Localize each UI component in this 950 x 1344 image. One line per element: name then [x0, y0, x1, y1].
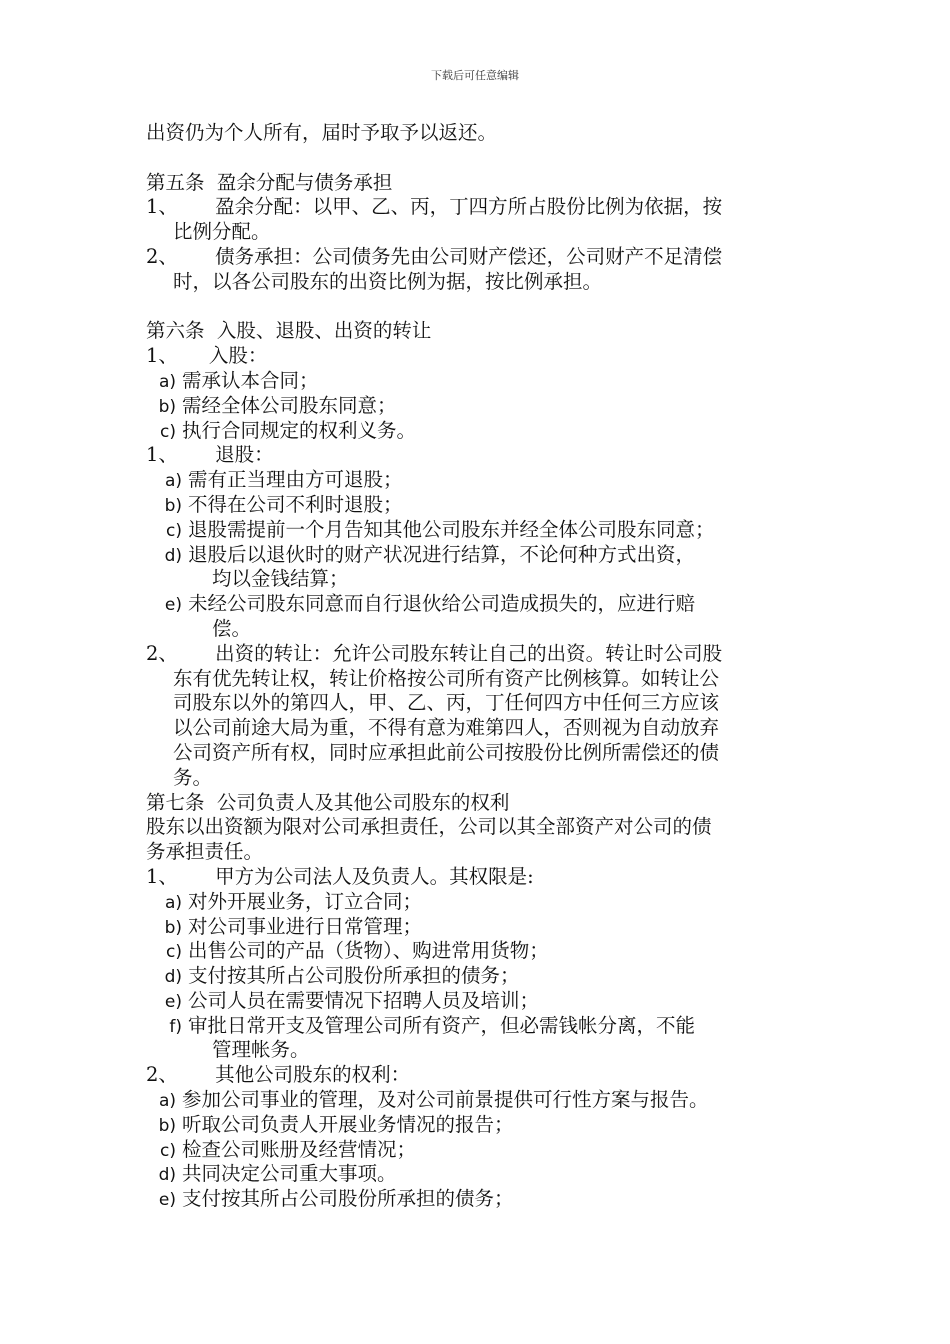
list-item-text: 退股需提前一个月告知其他公司股东并经全体公司股东同意；	[188, 517, 715, 541]
text-line: 公司资产所有权，同时应承担此前公司按股份比例所需偿还的债	[173, 740, 720, 764]
list-marker: d)	[164, 545, 182, 566]
list-item-text: 不得在公司不利时退股；	[188, 492, 403, 516]
list-marker: d)	[158, 1165, 176, 1186]
list-item	[146, 394, 814, 419]
list-item	[146, 1138, 814, 1163]
list-marker: c)	[166, 942, 182, 963]
list-item-text: 需经全体公司股东同意；	[182, 393, 397, 417]
text-line: 偿。	[212, 616, 252, 640]
page-header: 下载后可任意编辑	[431, 69, 519, 82]
text-line: 股东以出资额为限对公司承担责任，公司以其全部资产对公司的债	[146, 815, 712, 839]
text-line: 2、 出资的转让：允许公司股东转让自己的出资。转让时公司股	[146, 641, 723, 665]
list-item	[146, 543, 814, 568]
blank-line	[146, 146, 814, 171]
list-item-text: 对公司事业进行日常管理；	[188, 914, 423, 938]
list-item	[146, 518, 814, 543]
text-line: 1、 盈余分配：以甲、乙、丙，丁四方所占股份比例为依据，按	[146, 195, 723, 219]
text-line: 第六条 入股、退股、出资的转让	[146, 319, 432, 343]
list-item	[146, 939, 814, 964]
text-line: 务。	[173, 765, 213, 789]
text-line: 2、 其他公司股东的权利：	[146, 1063, 411, 1087]
text-line: 东有优先转让权，转让价格按公司所有资产比例核算。如转让公	[173, 666, 720, 690]
list-item	[146, 1088, 814, 1113]
list-item	[146, 989, 814, 1014]
text-line: 第七条 公司负责人及其他公司股东的权利	[146, 790, 510, 814]
list-item	[146, 964, 814, 989]
list-marker: c)	[160, 421, 176, 442]
list-marker: e)	[164, 595, 182, 616]
text-line: 1、 甲方为公司法人及负责人。其权限是:	[146, 864, 534, 888]
list-item-text: 出售公司的产品（货物）、购进常用货物；	[188, 939, 549, 963]
list-marker: e)	[158, 1190, 176, 1211]
list-item	[146, 890, 814, 915]
list-marker: b)	[158, 396, 176, 417]
list-item-text: 听取公司负责人开展业务情况的报告；	[182, 1112, 514, 1136]
list-marker: e)	[164, 991, 182, 1012]
list-item	[146, 1187, 814, 1212]
text-line: 务承担责任。	[146, 840, 264, 864]
list-item-text: 执行合同规定的权利义务。	[182, 418, 417, 442]
list-item-text: 共同决定公司重大事项。	[182, 1162, 397, 1186]
list-marker: d)	[164, 967, 182, 988]
list-item	[146, 419, 814, 444]
text-line: 司股东以外的第四人，甲、乙、丙，丁任何四方中任何三方应该	[173, 691, 720, 715]
list-item-text: 审批日常开支及管理公司所有资产，但必需钱帐分离，不能	[188, 1013, 696, 1037]
list-item-text: 未经公司股东同意而自行退伙给公司造成损失的，应进行赔	[188, 592, 696, 616]
list-item-text: 支付按其所占公司股份所承担的债务；	[182, 1187, 514, 1211]
blank-line	[146, 295, 814, 320]
text-line: 均以金钱结算；	[212, 567, 349, 591]
list-item-text: 支付按其所占公司股份所承担的债务；	[188, 964, 520, 988]
list-marker: a)	[164, 471, 182, 492]
list-item-text: 退股后以退伙时的财产状况进行结算，不论何种方式出资，	[188, 542, 696, 566]
text-line: 第五条 盈余分配与债务承担	[146, 170, 393, 194]
list-marker: a)	[164, 892, 182, 913]
list-marker: c)	[160, 1140, 176, 1161]
list-item	[146, 1162, 814, 1187]
list-item	[146, 1014, 814, 1039]
document-body	[146, 121, 814, 1212]
list-item	[146, 1113, 814, 1138]
list-item-text: 公司人员在需要情况下招聘人员及培训；	[188, 988, 540, 1012]
list-marker: b)	[158, 1115, 176, 1136]
text-line: 出资仍为个人所有，届时予取予以返还。	[146, 121, 498, 144]
list-item	[146, 369, 814, 394]
list-item-text: 需承认本合同；	[182, 368, 319, 392]
text-line: 1、 退股：	[146, 443, 274, 467]
list-marker: a)	[158, 371, 176, 392]
list-item	[146, 468, 814, 493]
list-item-text: 对外开展业务，订立合同；	[188, 889, 423, 913]
text-line: 2、 债务承担：公司债务先由公司财产偿还，公司财产不足清偿	[146, 244, 723, 268]
list-marker: c)	[166, 520, 182, 541]
list-item	[146, 493, 814, 518]
text-line: 时，以各公司股东的出资比例为据，按比例承担。	[173, 269, 603, 293]
list-item	[146, 915, 814, 940]
text-line: 比例分配。	[173, 220, 271, 244]
list-item-text: 检查公司账册及经营情况；	[182, 1137, 417, 1161]
text-line: 管理帐务。	[212, 1038, 310, 1062]
list-item	[146, 592, 814, 617]
list-marker: a)	[158, 1091, 176, 1112]
text-line: 以公司前途大局为重，不得有意为难第四人，否则视为自动放弃	[173, 716, 720, 740]
text-line: 1、 入股：	[146, 344, 268, 368]
list-item-text: 参加公司事业的管理，及对公司前景提供可行性方案与报告。	[182, 1088, 709, 1112]
list-marker: b)	[164, 917, 182, 938]
list-item-text: 需有正当理由方可退股；	[188, 468, 403, 492]
list-marker: f)	[169, 1016, 182, 1037]
list-marker: b)	[164, 495, 182, 516]
